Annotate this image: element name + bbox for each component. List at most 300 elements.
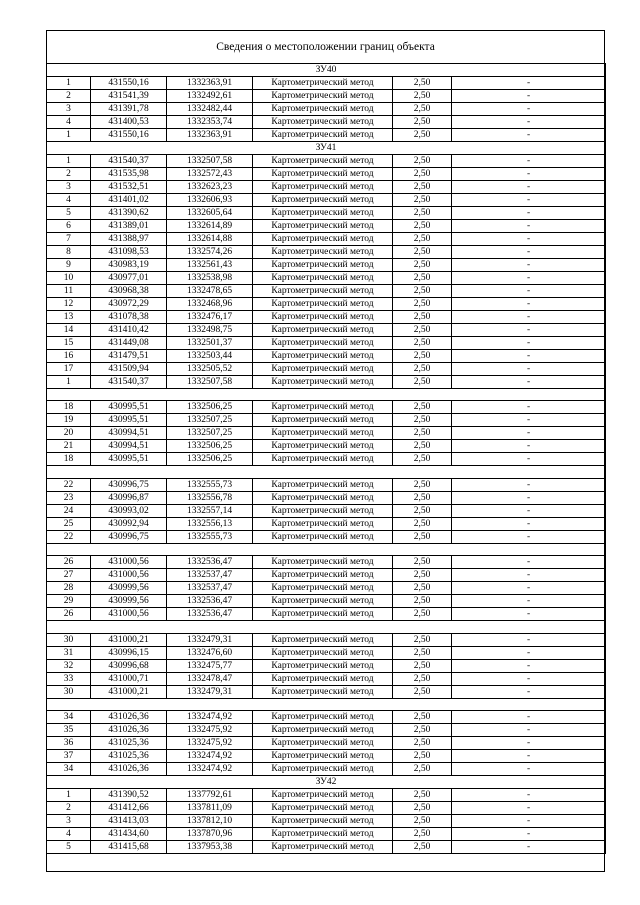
spacer-row	[47, 466, 606, 478]
x-coordinate-cell: 430995,51	[91, 414, 167, 427]
method-cell: Картометрический метод	[253, 129, 393, 142]
point-number-cell: 36	[47, 736, 91, 749]
precision-cell: 2,50	[393, 582, 452, 595]
method-cell: Картометрический метод	[253, 324, 393, 337]
precision-cell: 2,50	[393, 285, 452, 298]
description-cell: -	[452, 595, 606, 608]
method-cell: Картометрический метод	[253, 762, 393, 775]
precision-cell: 2,50	[393, 762, 452, 775]
point-number-cell: 16	[47, 350, 91, 363]
method-cell: Картометрический метод	[253, 517, 393, 530]
x-coordinate-cell: 431000,71	[91, 672, 167, 685]
description-cell: -	[452, 685, 606, 698]
table-row	[47, 608, 606, 621]
y-coordinate-cell: 1332507,58	[167, 155, 253, 168]
precision-cell: 2,50	[393, 530, 452, 543]
description-cell: -	[452, 350, 606, 363]
description-cell: -	[452, 827, 606, 840]
table-row	[47, 633, 606, 646]
description-cell: -	[452, 814, 606, 827]
point-number-cell: 34	[47, 710, 91, 723]
x-coordinate-cell: 431000,56	[91, 608, 167, 621]
table-row	[47, 363, 606, 376]
point-number-cell: 4	[47, 194, 91, 207]
spacer-row	[47, 543, 606, 555]
table-row	[47, 285, 606, 298]
spacer-cell	[47, 389, 606, 401]
precision-cell: 2,50	[393, 517, 452, 530]
point-number-cell: 22	[47, 478, 91, 491]
x-coordinate-cell: 430977,01	[91, 272, 167, 285]
y-coordinate-cell: 1332478,47	[167, 672, 253, 685]
point-number-cell: 33	[47, 672, 91, 685]
x-coordinate-cell: 430996,75	[91, 478, 167, 491]
precision-cell: 2,50	[393, 246, 452, 259]
table-row	[47, 337, 606, 350]
method-cell: Картометрический метод	[253, 801, 393, 814]
x-coordinate-cell: 430983,19	[91, 259, 167, 272]
description-cell: -	[452, 633, 606, 646]
x-coordinate-cell: 431535,98	[91, 168, 167, 181]
point-number-cell: 4	[47, 827, 91, 840]
section-header-row	[47, 775, 606, 788]
method-cell: Картометрический метод	[253, 427, 393, 440]
x-coordinate-cell: 431390,52	[91, 788, 167, 801]
y-coordinate-cell: 1332492,61	[167, 90, 253, 103]
table-row	[47, 736, 606, 749]
precision-cell: 2,50	[393, 672, 452, 685]
x-coordinate-cell: 431388,97	[91, 233, 167, 246]
point-number-cell: 18	[47, 401, 91, 414]
point-number-cell: 28	[47, 582, 91, 595]
x-coordinate-cell: 431026,36	[91, 710, 167, 723]
method-cell: Картометрический метод	[253, 207, 393, 220]
y-coordinate-cell: 1332478,65	[167, 285, 253, 298]
x-coordinate-cell: 431540,37	[91, 155, 167, 168]
document-title: Сведения о местоположении границ объекта	[216, 41, 435, 53]
description-cell: -	[452, 569, 606, 582]
y-coordinate-cell: 1337811,09	[167, 801, 253, 814]
precision-cell: 2,50	[393, 324, 452, 337]
y-coordinate-cell: 1332614,88	[167, 233, 253, 246]
y-coordinate-cell: 1337953,38	[167, 840, 253, 853]
description-cell: -	[452, 285, 606, 298]
precision-cell: 2,50	[393, 827, 452, 840]
x-coordinate-cell: 431098,53	[91, 246, 167, 259]
method-cell: Картометрический метод	[253, 401, 393, 414]
description-cell: -	[452, 440, 606, 453]
y-coordinate-cell: 1332536,47	[167, 608, 253, 621]
point-number-cell: 32	[47, 659, 91, 672]
table-row	[47, 530, 606, 543]
method-cell: Картометрический метод	[253, 311, 393, 324]
table-row	[47, 194, 606, 207]
x-coordinate-cell: 431415,68	[91, 840, 167, 853]
method-cell: Картометрический метод	[253, 736, 393, 749]
table-row	[47, 103, 606, 116]
description-cell: -	[452, 736, 606, 749]
x-coordinate-cell: 430996,87	[91, 491, 167, 504]
precision-cell: 2,50	[393, 168, 452, 181]
spacer-row	[47, 389, 606, 401]
point-number-cell: 26	[47, 608, 91, 621]
point-number-cell: 35	[47, 723, 91, 736]
table-row	[47, 556, 606, 569]
x-coordinate-cell: 430992,94	[91, 517, 167, 530]
point-number-cell: 15	[47, 337, 91, 350]
point-number-cell: 22	[47, 530, 91, 543]
description-cell: -	[452, 749, 606, 762]
x-coordinate-cell: 431401,02	[91, 194, 167, 207]
x-coordinate-cell: 430994,51	[91, 427, 167, 440]
x-coordinate-cell: 431449,08	[91, 337, 167, 350]
table-row	[47, 376, 606, 389]
y-coordinate-cell: 1332572,43	[167, 168, 253, 181]
x-coordinate-cell: 431479,51	[91, 350, 167, 363]
y-coordinate-cell: 1332537,47	[167, 582, 253, 595]
description-cell: -	[452, 207, 606, 220]
table-row	[47, 595, 606, 608]
x-coordinate-cell: 431025,36	[91, 736, 167, 749]
x-coordinate-cell: 431413,03	[91, 814, 167, 827]
y-coordinate-cell: 1332475,92	[167, 723, 253, 736]
precision-cell: 2,50	[393, 710, 452, 723]
precision-cell: 2,50	[393, 749, 452, 762]
table-row	[47, 350, 606, 363]
point-number-cell: 20	[47, 427, 91, 440]
table-row	[47, 246, 606, 259]
method-cell: Картометрический метод	[253, 723, 393, 736]
y-coordinate-cell: 1332536,47	[167, 595, 253, 608]
precision-cell: 2,50	[393, 788, 452, 801]
y-coordinate-cell: 1332476,60	[167, 646, 253, 659]
spacer-cell	[47, 698, 606, 710]
y-coordinate-cell: 1332474,92	[167, 749, 253, 762]
section-label: ЗУ41	[47, 142, 606, 155]
point-number-cell: 27	[47, 569, 91, 582]
table-row	[47, 582, 606, 595]
precision-cell: 2,50	[393, 207, 452, 220]
method-cell: Картометрический метод	[253, 285, 393, 298]
y-coordinate-cell: 1332353,74	[167, 116, 253, 129]
table-row	[47, 207, 606, 220]
method-cell: Картометрический метод	[253, 155, 393, 168]
point-number-cell: 2	[47, 90, 91, 103]
point-number-cell: 1	[47, 788, 91, 801]
spacer-cell	[47, 543, 606, 555]
point-number-cell: 18	[47, 453, 91, 466]
description-cell: -	[452, 298, 606, 311]
precision-cell: 2,50	[393, 633, 452, 646]
point-number-cell: 37	[47, 749, 91, 762]
method-cell: Картометрический метод	[253, 504, 393, 517]
description-cell: -	[452, 710, 606, 723]
x-coordinate-cell: 431541,39	[91, 90, 167, 103]
method-cell: Картометрический метод	[253, 259, 393, 272]
point-number-cell: 21	[47, 440, 91, 453]
precision-cell: 2,50	[393, 659, 452, 672]
section-header-row	[47, 64, 606, 77]
method-cell: Картометрический метод	[253, 646, 393, 659]
method-cell: Картометрический метод	[253, 181, 393, 194]
method-cell: Картометрический метод	[253, 233, 393, 246]
table-row	[47, 840, 606, 853]
spacer-row	[47, 621, 606, 633]
precision-cell: 2,50	[393, 272, 452, 285]
method-cell: Картометрический метод	[253, 90, 393, 103]
y-coordinate-cell: 1332606,93	[167, 194, 253, 207]
y-coordinate-cell: 1332556,78	[167, 491, 253, 504]
table-row	[47, 311, 606, 324]
point-number-cell: 7	[47, 233, 91, 246]
y-coordinate-cell: 1332475,77	[167, 659, 253, 672]
table-row	[47, 504, 606, 517]
method-cell: Картометрический метод	[253, 814, 393, 827]
y-coordinate-cell: 1332536,47	[167, 556, 253, 569]
method-cell: Картометрический метод	[253, 103, 393, 116]
y-coordinate-cell: 1332555,73	[167, 530, 253, 543]
table-row	[47, 155, 606, 168]
table-row	[47, 814, 606, 827]
y-coordinate-cell: 1332468,96	[167, 298, 253, 311]
precision-cell: 2,50	[393, 556, 452, 569]
precision-cell: 2,50	[393, 401, 452, 414]
point-number-cell: 11	[47, 285, 91, 298]
precision-cell: 2,50	[393, 220, 452, 233]
method-cell: Картометрический метод	[253, 414, 393, 427]
table-row	[47, 659, 606, 672]
point-number-cell: 12	[47, 298, 91, 311]
description-cell: -	[452, 556, 606, 569]
y-coordinate-cell: 1332557,14	[167, 504, 253, 517]
point-number-cell: 1	[47, 376, 91, 389]
x-coordinate-cell: 431026,36	[91, 762, 167, 775]
method-cell: Картометрический метод	[253, 710, 393, 723]
x-coordinate-cell: 431410,42	[91, 324, 167, 337]
table-row	[47, 646, 606, 659]
section-header-row	[47, 142, 606, 155]
description-cell: -	[452, 646, 606, 659]
coordinates-table	[46, 63, 606, 854]
table-row	[47, 569, 606, 582]
spacer-row	[47, 698, 606, 710]
precision-cell: 2,50	[393, 414, 452, 427]
table-row	[47, 168, 606, 181]
method-cell: Картометрический метод	[253, 582, 393, 595]
x-coordinate-cell: 431434,60	[91, 827, 167, 840]
spacer-cell	[47, 621, 606, 633]
coordinates-table-body	[47, 64, 606, 854]
table-row	[47, 685, 606, 698]
precision-cell: 2,50	[393, 155, 452, 168]
method-cell: Картометрический метод	[253, 633, 393, 646]
point-number-cell: 30	[47, 633, 91, 646]
method-cell: Картометрический метод	[253, 659, 393, 672]
y-coordinate-cell: 1332561,43	[167, 259, 253, 272]
point-number-cell: 26	[47, 556, 91, 569]
method-cell: Картометрический метод	[253, 595, 393, 608]
y-coordinate-cell: 1332474,92	[167, 762, 253, 775]
y-coordinate-cell: 1332501,37	[167, 337, 253, 350]
y-coordinate-cell: 1332474,92	[167, 710, 253, 723]
y-coordinate-cell: 1332574,26	[167, 246, 253, 259]
method-cell: Картометрический метод	[253, 478, 393, 491]
method-cell: Картометрический метод	[253, 530, 393, 543]
table-row	[47, 723, 606, 736]
description-cell: -	[452, 337, 606, 350]
precision-cell: 2,50	[393, 685, 452, 698]
table-row	[47, 272, 606, 285]
table-row	[47, 672, 606, 685]
precision-cell: 2,50	[393, 814, 452, 827]
table-row	[47, 710, 606, 723]
point-number-cell: 17	[47, 363, 91, 376]
description-cell: -	[452, 840, 606, 853]
y-coordinate-cell: 1337870,96	[167, 827, 253, 840]
x-coordinate-cell: 431509,94	[91, 363, 167, 376]
description-cell: -	[452, 491, 606, 504]
precision-cell: 2,50	[393, 259, 452, 272]
description-cell: -	[452, 762, 606, 775]
method-cell: Картометрический метод	[253, 685, 393, 698]
y-coordinate-cell: 1332476,17	[167, 311, 253, 324]
point-number-cell: 2	[47, 801, 91, 814]
y-coordinate-cell: 1332506,25	[167, 453, 253, 466]
section-label: ЗУ40	[47, 64, 606, 77]
point-number-cell: 24	[47, 504, 91, 517]
table-row	[47, 453, 606, 466]
x-coordinate-cell: 430995,51	[91, 401, 167, 414]
y-coordinate-cell: 1332507,25	[167, 427, 253, 440]
description-cell: -	[452, 181, 606, 194]
method-cell: Картометрический метод	[253, 453, 393, 466]
y-coordinate-cell: 1332498,75	[167, 324, 253, 337]
y-coordinate-cell: 1332623,23	[167, 181, 253, 194]
x-coordinate-cell: 431532,51	[91, 181, 167, 194]
description-cell: -	[452, 401, 606, 414]
description-cell: -	[452, 194, 606, 207]
precision-cell: 2,50	[393, 595, 452, 608]
section-label: ЗУ42	[47, 775, 606, 788]
precision-cell: 2,50	[393, 298, 452, 311]
description-cell: -	[452, 246, 606, 259]
y-coordinate-cell: 1332506,25	[167, 440, 253, 453]
y-coordinate-cell: 1332475,92	[167, 736, 253, 749]
point-number-cell: 1	[47, 129, 91, 142]
point-number-cell: 1	[47, 155, 91, 168]
precision-cell: 2,50	[393, 376, 452, 389]
point-number-cell: 4	[47, 116, 91, 129]
precision-cell: 2,50	[393, 363, 452, 376]
x-coordinate-cell: 431550,16	[91, 77, 167, 90]
y-coordinate-cell: 1332605,64	[167, 207, 253, 220]
description-cell: -	[452, 376, 606, 389]
precision-cell: 2,50	[393, 440, 452, 453]
precision-cell: 2,50	[393, 478, 452, 491]
precision-cell: 2,50	[393, 233, 452, 246]
method-cell: Картометрический метод	[253, 376, 393, 389]
precision-cell: 2,50	[393, 491, 452, 504]
method-cell: Картометрический метод	[253, 840, 393, 853]
point-number-cell: 3	[47, 814, 91, 827]
x-coordinate-cell: 431412,66	[91, 801, 167, 814]
table-row	[47, 517, 606, 530]
description-cell: -	[452, 168, 606, 181]
description-cell: -	[452, 788, 606, 801]
description-cell: -	[452, 478, 606, 491]
table-row	[47, 181, 606, 194]
precision-cell: 2,50	[393, 646, 452, 659]
method-cell: Картометрический метод	[253, 556, 393, 569]
y-coordinate-cell: 1332506,25	[167, 401, 253, 414]
y-coordinate-cell: 1332538,98	[167, 272, 253, 285]
x-coordinate-cell: 431389,01	[91, 220, 167, 233]
document-frame	[46, 30, 605, 872]
x-coordinate-cell: 430996,75	[91, 530, 167, 543]
point-number-cell: 8	[47, 246, 91, 259]
precision-cell: 2,50	[393, 427, 452, 440]
point-number-cell: 6	[47, 220, 91, 233]
method-cell: Картометрический метод	[253, 77, 393, 90]
x-coordinate-cell: 430996,15	[91, 646, 167, 659]
x-coordinate-cell: 431391,78	[91, 103, 167, 116]
spacer-cell	[47, 466, 606, 478]
precision-cell: 2,50	[393, 504, 452, 517]
y-coordinate-cell: 1332555,73	[167, 478, 253, 491]
x-coordinate-cell: 431026,36	[91, 723, 167, 736]
point-number-cell: 14	[47, 324, 91, 337]
precision-cell: 2,50	[393, 723, 452, 736]
point-number-cell: 29	[47, 595, 91, 608]
table-row	[47, 427, 606, 440]
method-cell: Картометрический метод	[253, 749, 393, 762]
x-coordinate-cell: 431390,62	[91, 207, 167, 220]
table-row	[47, 401, 606, 414]
y-coordinate-cell: 1332479,31	[167, 633, 253, 646]
x-coordinate-cell: 430993,02	[91, 504, 167, 517]
precision-cell: 2,50	[393, 453, 452, 466]
table-row	[47, 440, 606, 453]
point-number-cell: 5	[47, 207, 91, 220]
precision-cell: 2,50	[393, 350, 452, 363]
table-row	[47, 478, 606, 491]
point-number-cell: 23	[47, 491, 91, 504]
table-row	[47, 491, 606, 504]
x-coordinate-cell: 430994,51	[91, 440, 167, 453]
description-cell: -	[452, 129, 606, 142]
x-coordinate-cell: 430968,38	[91, 285, 167, 298]
table-row	[47, 129, 606, 142]
point-number-cell: 25	[47, 517, 91, 530]
description-cell: -	[452, 504, 606, 517]
precision-cell: 2,50	[393, 608, 452, 621]
precision-cell: 2,50	[393, 311, 452, 324]
table-row	[47, 233, 606, 246]
y-coordinate-cell: 1337792,61	[167, 788, 253, 801]
precision-cell: 2,50	[393, 181, 452, 194]
point-number-cell: 30	[47, 685, 91, 698]
x-coordinate-cell: 430972,29	[91, 298, 167, 311]
precision-cell: 2,50	[393, 736, 452, 749]
description-cell: -	[452, 116, 606, 129]
method-cell: Картометрический метод	[253, 298, 393, 311]
method-cell: Картометрический метод	[253, 116, 393, 129]
point-number-cell: 1	[47, 77, 91, 90]
precision-cell: 2,50	[393, 116, 452, 129]
y-coordinate-cell: 1332507,58	[167, 376, 253, 389]
method-cell: Картометрический метод	[253, 194, 393, 207]
method-cell: Картометрический метод	[253, 363, 393, 376]
